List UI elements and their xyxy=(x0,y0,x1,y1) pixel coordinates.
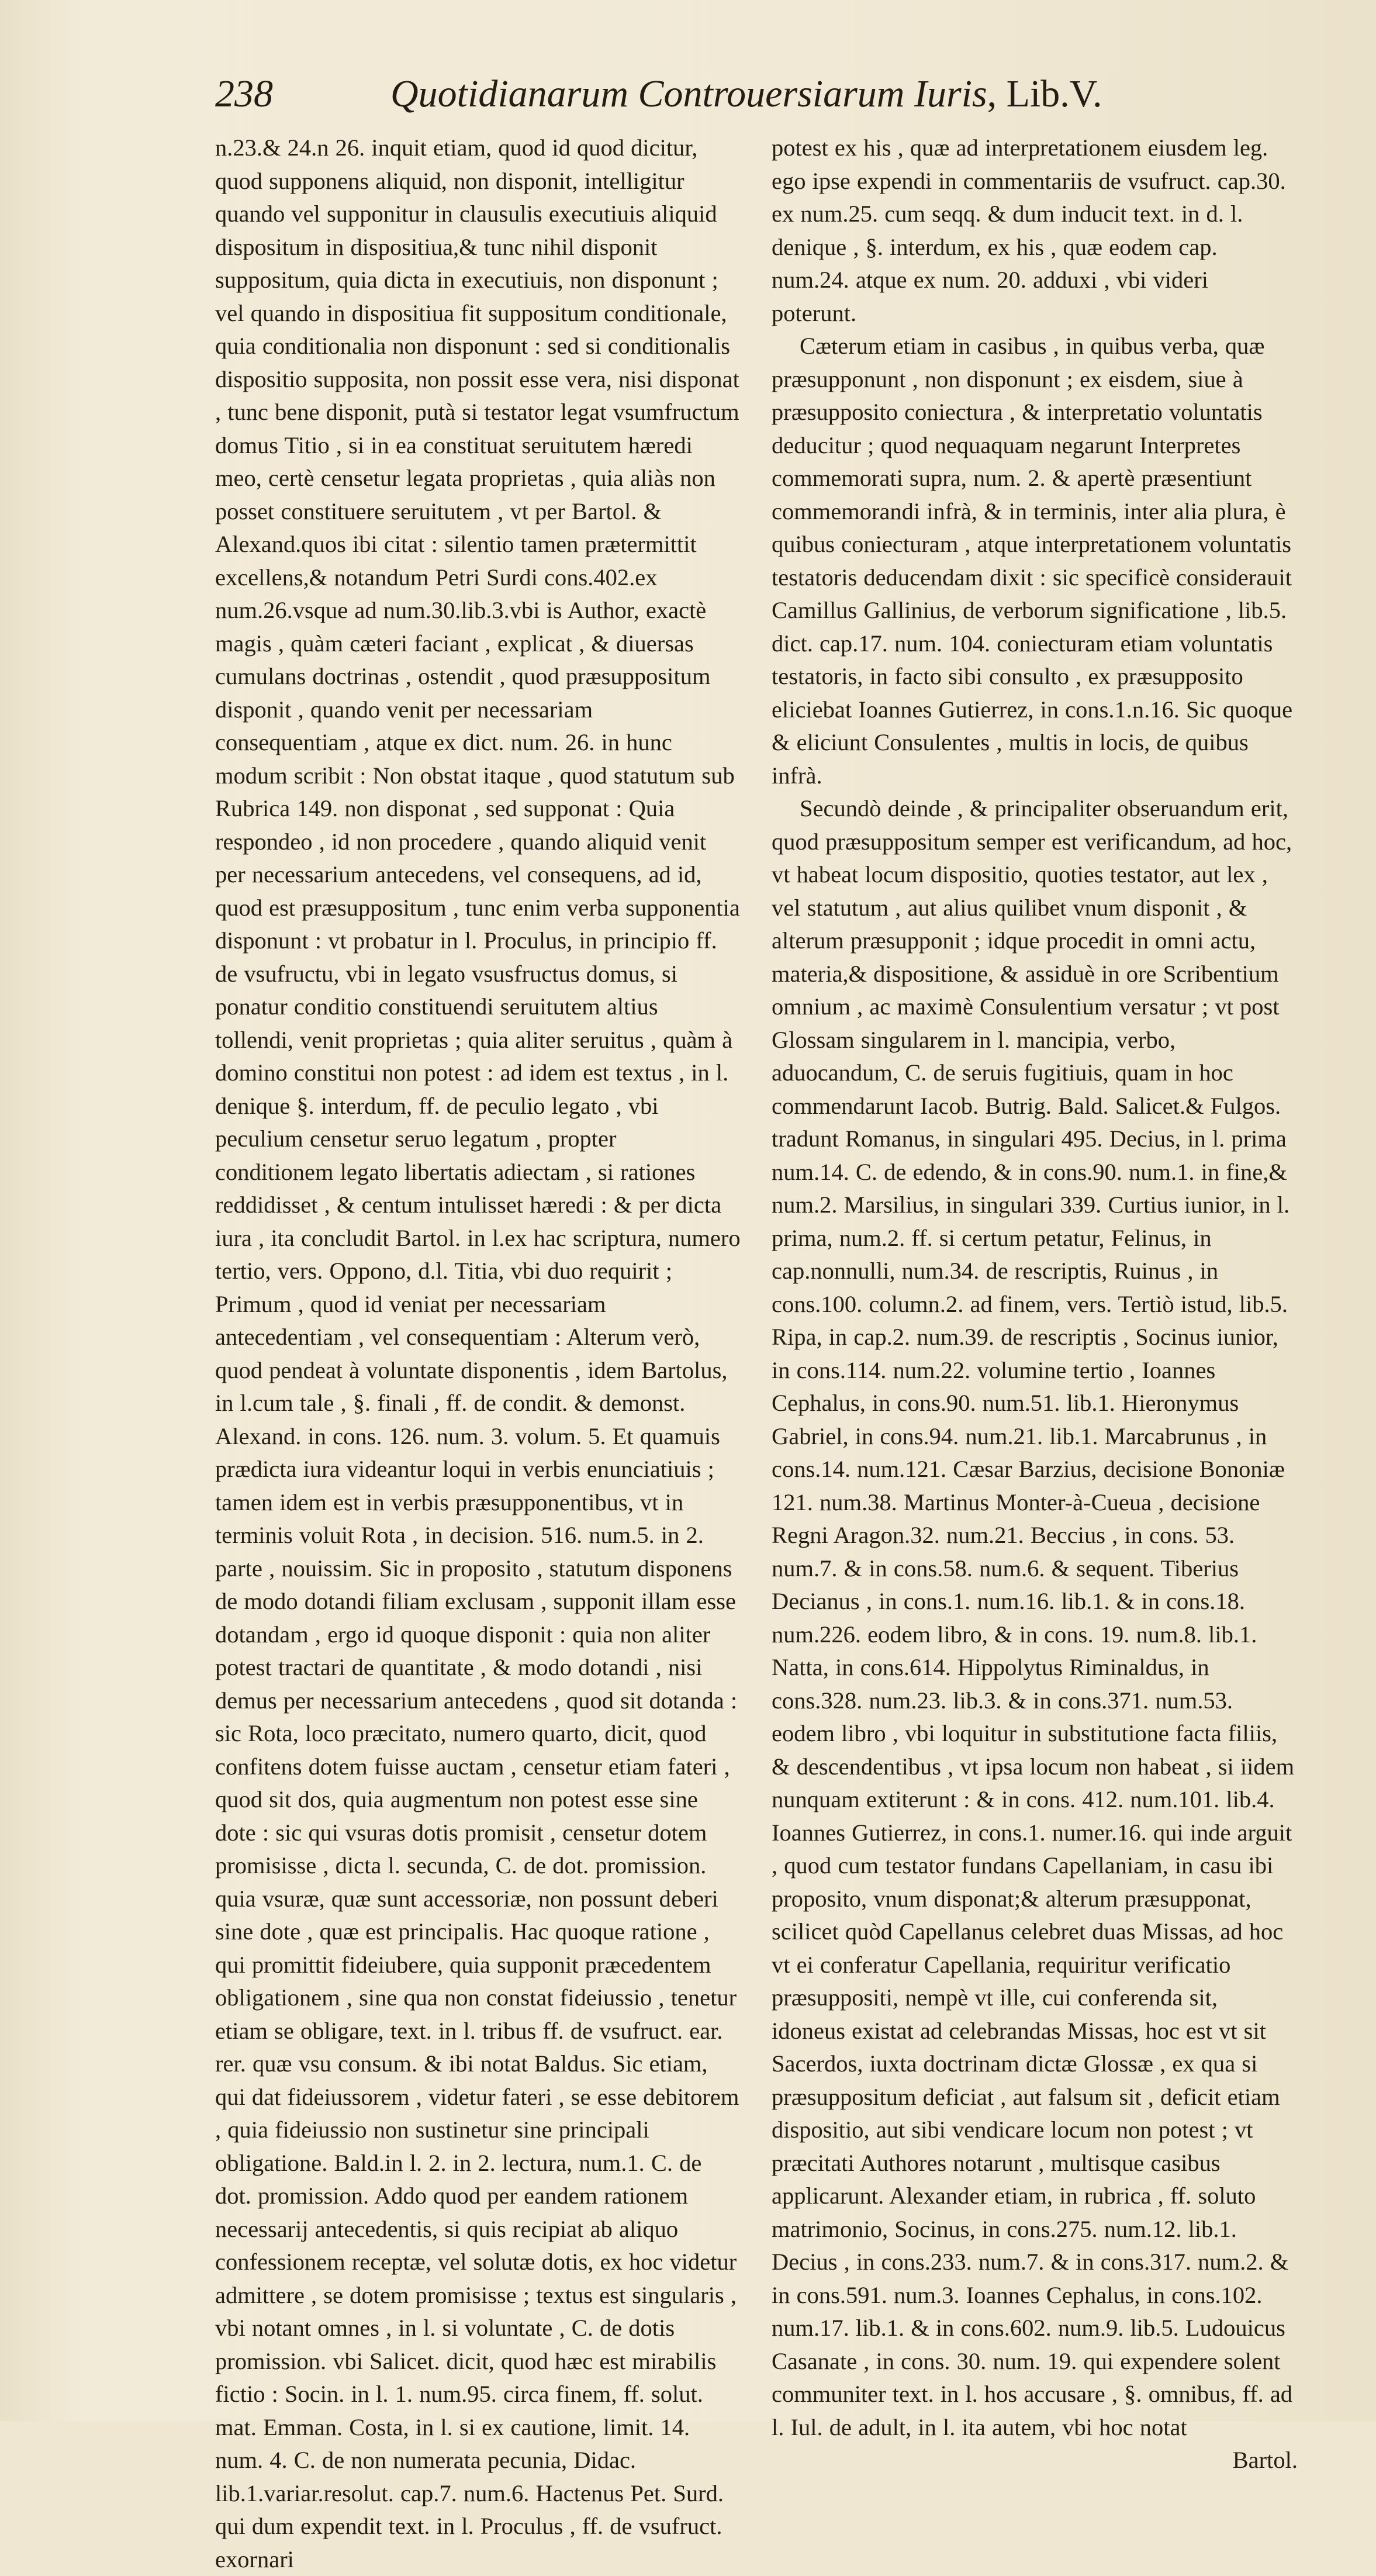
running-title-text: Quotidianarum Controuersiarum Iuris xyxy=(390,72,987,115)
running-title xyxy=(390,69,1102,119)
right-paragraph-1: potest ex his , quæ ad interpretationem eiusdem leg. ego ipse expendi in commentariis de vsufruct. cap.30. ex num.25. cum seqq. & dum inducit text. in d. l. denique , §. interdum, ex his , quæ eodem cap. num.24. atque ex num. 20. adduxi , vbi videri poterunt. xyxy=(772,134,1286,326)
page-number: 238 xyxy=(215,72,273,115)
left-column xyxy=(215,132,741,2576)
catchword: Bartol. xyxy=(1232,2447,1298,2473)
right-column xyxy=(772,132,1298,2477)
book-number: , Lib.V. xyxy=(987,72,1102,115)
right-paragraph-3: Secundò deinde , & principaliter obseruandum erit, quod præsuppositum semper est verificandum, ad hoc, vt habeat locum dispositio, quoties testator, aut lex , vel statutum , aut alius quilibet vnum disponit , & alterum præsupponit ; idque procedit in omni actu, materia,& dispositione, & assiduè in ore Scribentium omnium , ac maximè Consulentium versatur ; vt post Glossam singularem in l. mancipia, verbo, aduocandum, C. de seruis fugitiuis, quam in hoc commendarunt Iacob. Butrig. Bald. Salicet.& Fulgos. tradunt Romanus, in singulari 495. Decius, in l. prima num.14. C. de edendo, & in cons.90. num.1. in fine,& num.2. Marsilius, in singulari 339. Curtius iunior, in l. prima, num.2. ff. si certum petatur, Felinus, in cap.nonnulli, num.34. de rescriptis, Ruinus , in cons.100. column.2. ad finem, vers. Tertiò istud, lib.5. Ripa, in cap.2. num.39. de rescriptis , Socinus iunior, in cons.114. num.22. volumine tertio , Ioannes Cephalus, in cons.90. num.51. lib.1. Hieronymus Gabriel, in cons.94. num.21. lib.1. Marcabrunus , in cons.14. num.121. Cæsar Barzius, decisione Bononiæ 121. num.38. Martinus Monter-à-Cueua , decisione Regni Aragon.32. num.21. Beccius , in cons. 53. num.7. & in cons.58. num.6. & sequent. Tiberius Decianus , in cons.1. num.16. lib.1. & in cons.18. num.226. eodem libro, & in cons. 19. num.8. lib.1. Natta, in cons.614. Hippolytus Riminaldus, in cons.328. num.23. lib.3. & in cons.371. num.53. eodem libro , vbi loquitur in substitutione facta filiis, & descendentibus , vt ipsa locum non habeat , si iidem nunquam extiterunt : & in cons. 412. num.101. lib.4. Ioannes Gutierrez, in cons.1. numer.16. qui inde arguit , quod cum testator fundans Capellaniam, in casu ibi proposito, vnum disponat;& alterum præsupponat, scilicet quòd Capellanus celebret duas Missas, ad hoc vt ei conferatur Capellania, requiritur verificatio præsuppositi, nempè vt ille, cui conferenda sit, idoneus existat ad celebrandas Missas, hoc est vt sit Sacerdos, iuxta doctrinam dictæ Glossæ , ex qua si præsuppositum deficiat , aut falsum sit , deficit etiam dispositio, aut sibi vendicare locum non potest ; vt præcitati Authores notarunt , multisque casibus applicarunt. Alexander etiam, in rubrica , ff. soluto matrimonio, Socinus, in cons.275. num.12. lib.1. Decius , in cons.233. num.7. & in cons.317. num.2. & in cons.591. num.3. Ioannes Cephalus, in cons.102. num.17. lib.1. & in cons.602. num.9. lib.5. Ludouicus Casanate , in cons. 30. num. 19. qui expendere solent communiter text. in l. hos accusare , §. omnibus, ff. ad l. Iul. de adult, in l. ita autem, vbi hoc notat xyxy=(772,795,1295,2440)
left-column-text: n.23.& 24.n 26. inquit etiam, quod id quod dicitur, quod supponens aliquid, non disponit, intelligitur quando vel supponitur in clausulis executiuis aliquid dispositum in dispositiua,& tunc nihil disponit suppositum, quia dicta in executiuis, non disponunt ; vel quando in dispositiua fit suppositum conditionale, quia conditionalia non disponunt : sed si conditionalis dispositio supposita, non possit esse vera, nisi disponat , tunc bene disponit, putà si testator legat vsumfructum domus Titio , si in ea constituat seruitutem hæredi meo, certè censetur legata proprietas , quia aliàs non posset constituere seruitutem , vt per Bartol. & Alexand.quos ibi citat : silentio tamen prætermittit excellens,& notandum Petri Surdi cons.402.ex num.26.vsque ad num.30.lib.3.vbi is Author, exactè magis , quàm cæteri faciant , explicat , & diuersas cumulans doctrinas , ostendit , quod præsuppositum disponit , quando venit per necessariam consequentiam , atque ex dict. num. 26. in hunc modum scribit : Non obstat itaque , quod statutum sub Rubrica 149. non disponat , sed supponat : Quia respondeo , id non procedere , quando aliquid venit per necessarium antecedens, vel consequens, ad id, quod est præsuppositum , tunc enim verba supponentia disponunt : vt probatur in l. Proculus, in principio ff. de vsufructu, vbi in legato vsusfructus domus, si ponatur conditio constituendi seruitutem altius tollendi, venit proprietas ; quia aliter seruitus , quàm à domino constitui non potest : ad idem est textus , in l. denique §. interdum, ff. de peculio legato , vbi peculium censetur seruo legatum , propter conditionem legato libertatis adiectam , si rationes reddidisset , & centum intulisset hæredi : & per dicta iura , ita concludit Bartol. in l.ex hac scriptura, numero tertio, vers. Oppono, d.l. Titia, vbi duo requirit ; Primum , quod id veniat per necessariam antecedentiam , vel consequentiam : Alterum verò, quod pendeat à voluntate disponentis , idem Bartolus, in l.cum tale , §. finali , ff. de condit. & demonst. Alexand. in cons. 126. num. 3. volum. 5. Et quamuis prædicta iura videantur loqui in verbis enunciatiuis ; tamen idem est in verbis præsupponentibus, vt in terminis voluit Rota , in decision. 516. num.5. in 2. parte , nouissim. Sic in proposito , statutum disponens de modo dotandi filiam exclusam , supponit illam esse dotandam , ergo id quoque disponit : quia non aliter potest tractari de quantitate , & modo dotandi , nisi demus per necessarium antecedens , quod sit dotanda : sic Rota, loco præcitato, numero quarto, dicit, quod confitens dotem fuisse auctam , censetur etiam fateri , quod sit dos, quia augmentum non potest esse sine dote : sic qui vsuras dotis promisit , censetur dotem promisisse , dicta l. secunda, C. de dot. promission. quia vsuræ, quæ sunt accessoriæ, non possunt deberi sine dote , quæ est principalis. Hac quoque ratione , qui promittit fideiubere, quia supponit præcedentem obligationem , sine qua non constat fideiussio , tenetur etiam se obligare, text. in l. tribus ff. de vsufruct. ear. rer. quæ vsu consum. & ibi notat Baldus. Sic etiam, qui dat fideiussorem , videtur fateri , se esse debitorem , quia fideiussio non sustinetur sine principali obligatione. Bald.in l. 2. in 2. lectura, num.1. C. de dot. promission. Addo quod per eandem rationem necessarij antecedentis, si quis recipiat ab aliquo confessionem receptæ, vel solutæ dotis, ex hoc videtur admittere , se dotem promisisse ; textus est singularis , vbi notant omnes , in l. si voluntate , C. de dotis promission. vbi Salicet. dicit, quod hæc est mirabilis fictio : Socin. in l. 1. num.95. circa finem, ff. solut. mat. Emman. Costa, in l. si ex cautione, limit. 14. num. 4. C. de non numerata pecunia, Didac. lib.1.variar.resolut. cap.7. num.6. Hactenus Pet. Surd. qui dum expendit text. in l. Proculus , ff. de vsufruct. exornari xyxy=(215,134,741,2572)
page-header xyxy=(215,69,1174,119)
right-paragraph-2: Cæterum etiam in casibus , in quibus verba, quæ præsupponunt , non disponunt ; ex eisdem, siue à præsupposito coniectura , & interpretatio voluntatis deducitur ; quod nequaquam negarunt Interpretes commemorati supra, num. 2. & apertè præsentiunt commemorandi infrà, & in terminis, inter alia plura, è quibus coniecturam , atque interpretationem voluntatis testatoris deducendam dixit : sic specificè considerauit Camillus Gallinius, de verborum significatione , lib.5. dict. cap.17. num. 104. coniecturam etiam voluntatis testatoris, in facto sibi consulto , ex præsupposito eliciebat Ioannes Gutierrez, in cons.1.n.16. Sic quoque & eliciunt Consulentes , multis in locis, de quibus infrà. xyxy=(772,333,1293,789)
